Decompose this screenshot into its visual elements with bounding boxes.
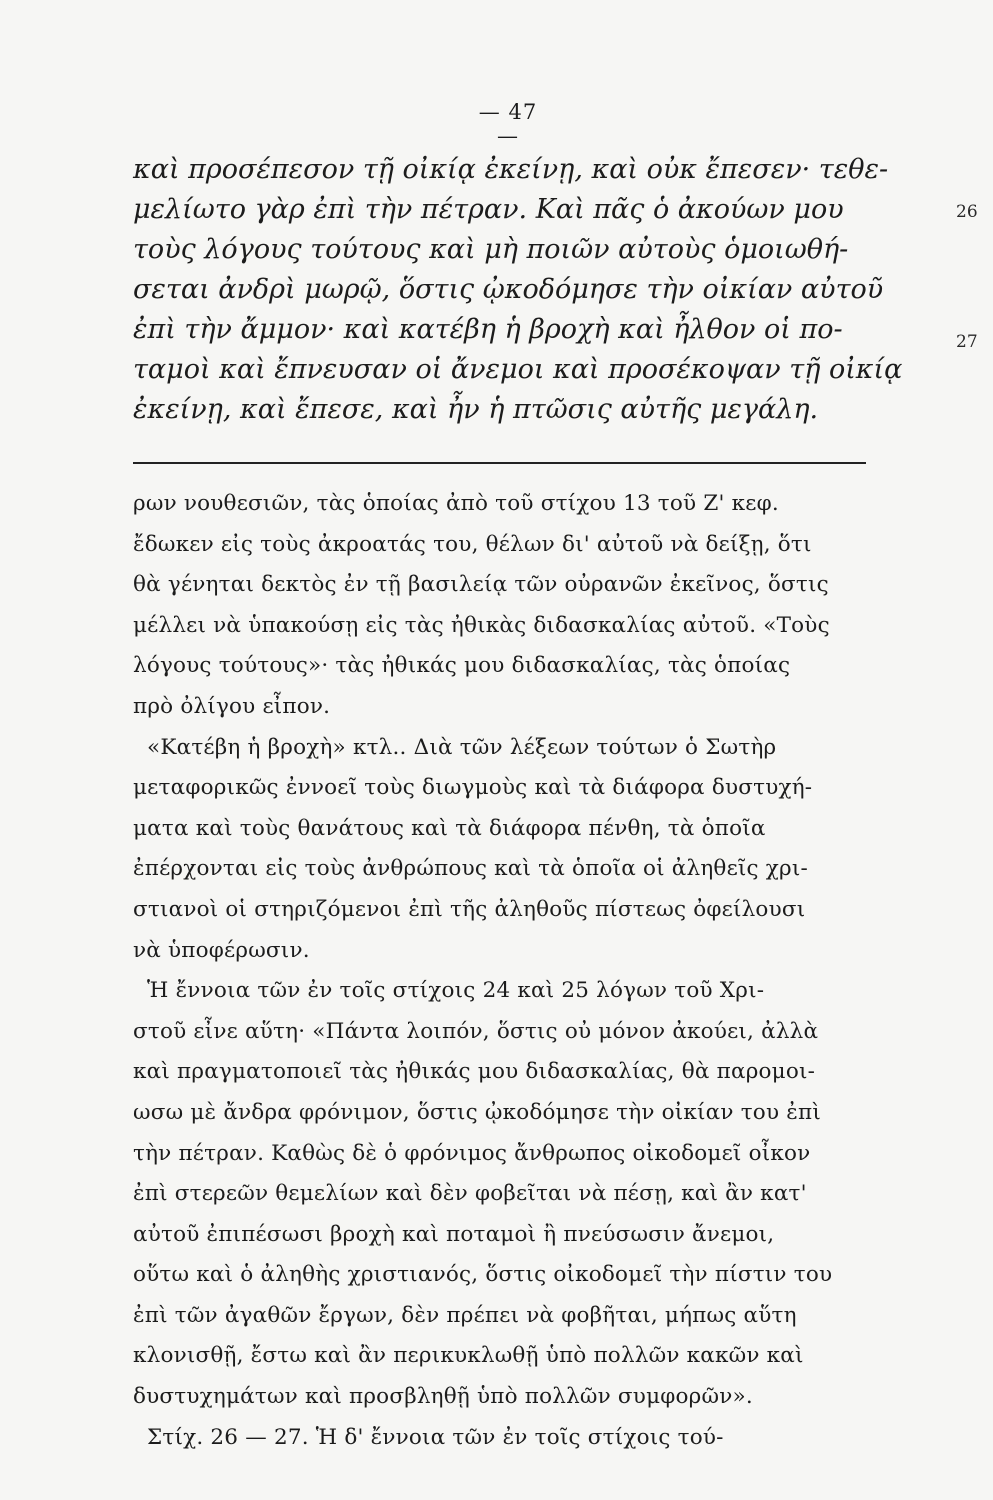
commentary-text-block bbox=[133, 484, 873, 1458]
verse-line: μελίωτο γὰρ ἐπὶ τὴν πέτραν. Καὶ πᾶς ὁ ἀκούων μου bbox=[133, 194, 844, 225]
commentary-line: ρων νουθεσιῶν, τὰς ὁποίας ἀπὸ τοῦ στίχου 13 τοῦ Ζ' κεφ. bbox=[133, 491, 779, 516]
commentary-line: μέλλει νὰ ὑπακούσῃ εἰς τὰς ἠθικὰς διδασκαλίας αὐτοῦ. «Τοὺς bbox=[133, 612, 830, 638]
verse-line: τοὺς λόγους τούτους καὶ μὴ ποιῶν αὐτοὺς ὁμοιωθή- bbox=[133, 234, 849, 265]
section-divider-rule bbox=[133, 462, 866, 464]
commentary-line: μεταφορικῶς ἐννοεῖ τοὺς διωγμοὺς καὶ τὰ διάφορα δυστυχή- bbox=[133, 775, 813, 801]
verse-line: καὶ προσέπεσον τῇ οἰκίᾳ ἐκείνῃ, καὶ οὐκ ἔπεσεν· τεθε- bbox=[133, 154, 889, 185]
commentary-line: θὰ γένηται δεκτὸς ἐν τῇ βασιλείᾳ τῶν οὐρανῶν ἐκεῖνος, ὅστις bbox=[133, 572, 829, 598]
commentary-line: ωσω μὲ ἄνδρα φρόνιμον, ὅστις ᾠκοδόμησε τὴν οἰκίαν του ἐπὶ bbox=[133, 1099, 821, 1125]
commentary-line: πρὸ ὀλίγου εἶπον. bbox=[133, 693, 331, 719]
verse-line: ἐκείνῃ, καὶ ἔπεσε, καὶ ἦν ἡ πτῶσις αὐτῆς μεγάλη. bbox=[133, 394, 819, 425]
page-number: — 47 — bbox=[478, 100, 538, 148]
commentary-line: ἐπὶ στερεῶν θεμελίων καὶ δὲν φοβεῖται νὰ πέσῃ, καὶ ἂν κατ' bbox=[133, 1181, 807, 1207]
commentary-line: ἔδωκεν εἰς τοὺς ἀκροατάς του, θέλων δι' αὐτοῦ νὰ δείξῃ, ὅτι bbox=[133, 531, 812, 557]
commentary-line: νὰ ὑποφέρωσιν. bbox=[133, 937, 310, 963]
commentary-line: λόγους τούτους»· τὰς ἠθικάς μου διδασκαλίας, τὰς ὁποίας bbox=[133, 653, 791, 679]
scripture-verse-block bbox=[133, 150, 903, 430]
commentary-line: τὴν πέτραν. Καθὼς δὲ ὁ φρόνιμος ἄνθρωπος οἰκοδομεῖ οἶκον bbox=[133, 1140, 811, 1166]
commentary-line: «Κατέβη ἡ βροχὴ» κτλ.. Διὰ τῶν λέξεων τούτων ὁ Σωτὴρ bbox=[147, 734, 777, 760]
verse-line: σεται ἀνδρὶ μωρῷ, ὅστις ᾠκοδόμησε τὴν οἰκίαν αὐτοῦ bbox=[133, 274, 884, 305]
commentary-line: αὐτοῦ ἐπιπέσωσι βροχὴ καὶ ποταμοὶ ἢ πνεύσωσιν ἄνεμοι, bbox=[133, 1221, 775, 1247]
commentary-line: δυστυχημάτων καὶ προσβληθῇ ὑπὸ πολλῶν συμφορῶν». bbox=[133, 1384, 753, 1410]
verse-margin-number: 26 bbox=[956, 202, 978, 222]
verse-margin-number: 27 bbox=[956, 332, 978, 352]
commentary-line: κλονισθῇ, ἔστω καὶ ἂν περικυκλωθῇ ὑπὸ πολλῶν κακῶν καὶ bbox=[133, 1343, 804, 1369]
commentary-line: ματα καὶ τοὺς θανάτους καὶ τὰ διάφορα πένθη, τὰ ὁποῖα bbox=[133, 815, 766, 841]
commentary-line: Στίχ. 26 — 27. Ἡ δ' ἔννοια τῶν ἐν τοῖς στίχοις τού- bbox=[147, 1424, 724, 1450]
commentary-line: οὕτω καὶ ὁ ἀληθὴς χριστιανός, ὅστις οἰκοδομεῖ τὴν πίστιν του bbox=[133, 1262, 833, 1288]
commentary-line: Ἡ ἔννοια τῶν ἐν τοῖς στίχοις 24 καὶ 25 λόγων τοῦ Χρι- bbox=[147, 978, 765, 1004]
commentary-line: ἐπέρχονται εἰς τοὺς ἀνθρώπους καὶ τὰ ὁποῖα οἱ ἀληθεῖς χρι- bbox=[133, 856, 808, 882]
verse-line: ταμοὶ καὶ ἔπνευσαν οἱ ἄνεμοι καὶ προσέκοψαν τῇ οἰκίᾳ bbox=[133, 354, 903, 385]
commentary-line: στιανοὶ οἱ στηριζόμενοι ἐπὶ τῆς ἀληθοῦς πίστεως ὀφείλουσι bbox=[133, 896, 806, 922]
commentary-line: στοῦ εἶνε αὕτη· «Πάντα λοιπόν, ὅστις οὐ μόνον ἀκούει, ἀλλὰ bbox=[133, 1018, 819, 1044]
commentary-line: καὶ πραγματοποιεῖ τὰς ἠθικάς μου διδασκαλίας, θὰ παρομοι- bbox=[133, 1059, 816, 1085]
verse-line: ἐπὶ τὴν ἄμμον· καὶ κατέβη ἡ βροχὴ καὶ ἦλθον οἱ πο- bbox=[133, 314, 843, 345]
commentary-line: ἐπὶ τῶν ἀγαθῶν ἔργων, δὲν πρέπει νὰ φοβῆται, μήπως αὕτη bbox=[133, 1302, 797, 1328]
